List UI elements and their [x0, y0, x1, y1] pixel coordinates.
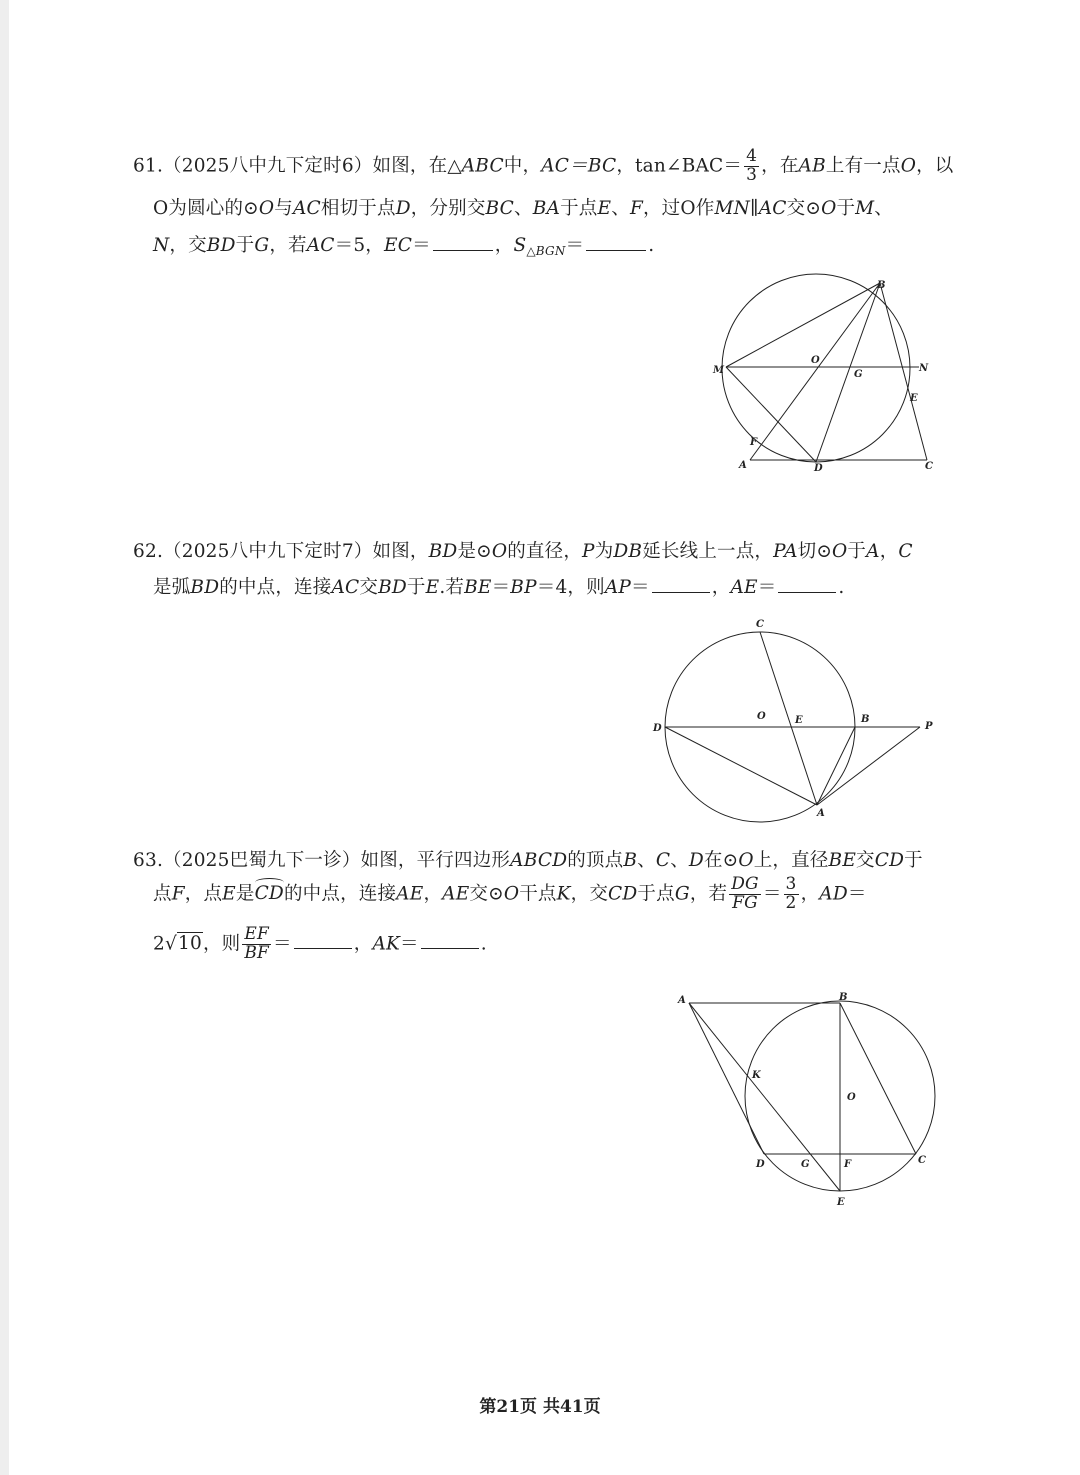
sqrt-10: 10 — [177, 933, 202, 955]
fig61-label-d: D — [814, 463, 823, 474]
fig61-seg-bd — [816, 283, 880, 462]
fig62-label-c: C — [756, 619, 764, 630]
fig61-circle — [722, 274, 910, 462]
fig61-label-f: F — [750, 437, 758, 448]
fig62-label-d: D — [653, 723, 662, 734]
fig61-label-g: G — [854, 369, 863, 380]
fraction-dg-fg: $\frac{DG}{FG}$ — [731, 874, 759, 913]
problem-62-line-2: 是弧BD的中点，连接AC交BD于E.若BE＝BP＝4，则AP＝ ，AE＝ . — [153, 577, 845, 598]
fig61-label-o: O — [811, 355, 820, 366]
problem-63-line-2: 点F，点E是CD的中点，连接AE，AE交⊙O干点K，交CD于点G，若 $\frac{DG}{FG}$ ＝ $\frac{3}{2}$ ，AD＝ — [153, 874, 867, 913]
fig62-seg-pa — [817, 727, 920, 805]
problem-61-line-1: 61.（2025八中九下定时6）如图，在△ABC中，AC＝BC，tan∠BAC＝ $\frac{4}{3}$ ，在AB上有一点O，以 — [133, 146, 954, 185]
fig61-seg-md — [726, 367, 816, 462]
fig62-seg-ba — [817, 727, 855, 805]
problem-62-line-1: 62.（2025八中九下定时7）如图，BD是⊙O的直径，P为DB延长线上一点，PA切⊙O于A，C — [133, 541, 913, 562]
fig61-label-b: B — [877, 280, 886, 291]
fig63-label-k: K — [752, 1070, 761, 1081]
fig62-label-e: E — [795, 715, 803, 726]
fig61-seg-mb — [726, 283, 880, 367]
answer-blank-ratio[interactable] — [294, 947, 352, 949]
fig63-label-f: F — [844, 1159, 852, 1170]
answer-blank-ak[interactable] — [421, 947, 479, 949]
problem-63-line-1: 63.（2025巴蜀九下一诊）如图，平行四边形ABCD的顶点B、C、D在⊙O上，直径BE交CD于 — [133, 850, 923, 871]
fig62-label-o: O — [757, 711, 766, 722]
answer-blank-ec[interactable] — [433, 249, 493, 251]
figure-62 — [645, 613, 945, 823]
figure-63 — [670, 988, 950, 1213]
fig61-label-c: C — [925, 461, 933, 472]
fig63-label-d: D — [756, 1159, 765, 1170]
fig61-label-e: E — [910, 393, 918, 404]
answer-blank-area[interactable] — [586, 249, 646, 251]
fig63-label-g: G — [801, 1159, 810, 1170]
fraction-4-3: $\frac{4}{3}$ — [746, 146, 758, 185]
fig62-label-b: B — [861, 714, 870, 725]
fig61-label-n: N — [919, 363, 929, 374]
figure-61 — [705, 275, 950, 485]
problem-63-line-3: 2√10，则 $\frac{EF}{BF}$ ＝ ，AK＝ . — [153, 924, 487, 963]
fig63-label-a: A — [678, 995, 686, 1006]
fig62-seg-ca — [760, 632, 817, 805]
problem-61-line-3: N，交BD于G，若AC＝5，EC＝ ，$S_{\triangle BGN}=$ . — [153, 235, 655, 258]
fig61-label-m: M — [713, 365, 725, 376]
fig63-label-b: B — [839, 992, 848, 1003]
arc-cd: CD — [254, 883, 284, 905]
fig62-label-a: A — [817, 808, 825, 819]
fig61-label-a: A — [739, 460, 747, 471]
page-edge-strip — [0, 0, 9, 1475]
fraction-ef-bf: $\frac{EF}{BF}$ — [244, 924, 270, 963]
answer-blank-ap[interactable] — [652, 591, 710, 593]
fig63-label-o: O — [847, 1092, 856, 1103]
answer-blank-ae[interactable] — [778, 591, 836, 593]
fig63-label-e: E — [837, 1197, 845, 1208]
fig62-label-p: P — [925, 721, 933, 732]
fig62-seg-da — [665, 727, 817, 805]
fig63-label-c: C — [918, 1155, 926, 1166]
fig63-seg-bc — [840, 1003, 916, 1154]
problem-61-line-2: O为圆心的⊙O与AC相切于点D，分别交BC、BA于点E、F，过O作MN∥AC交⊙O于M、 — [153, 198, 893, 219]
fraction-3-2: $\frac{3}{2}$ — [785, 874, 797, 913]
page-footer: 第21页 共41页 — [479, 1397, 601, 1417]
